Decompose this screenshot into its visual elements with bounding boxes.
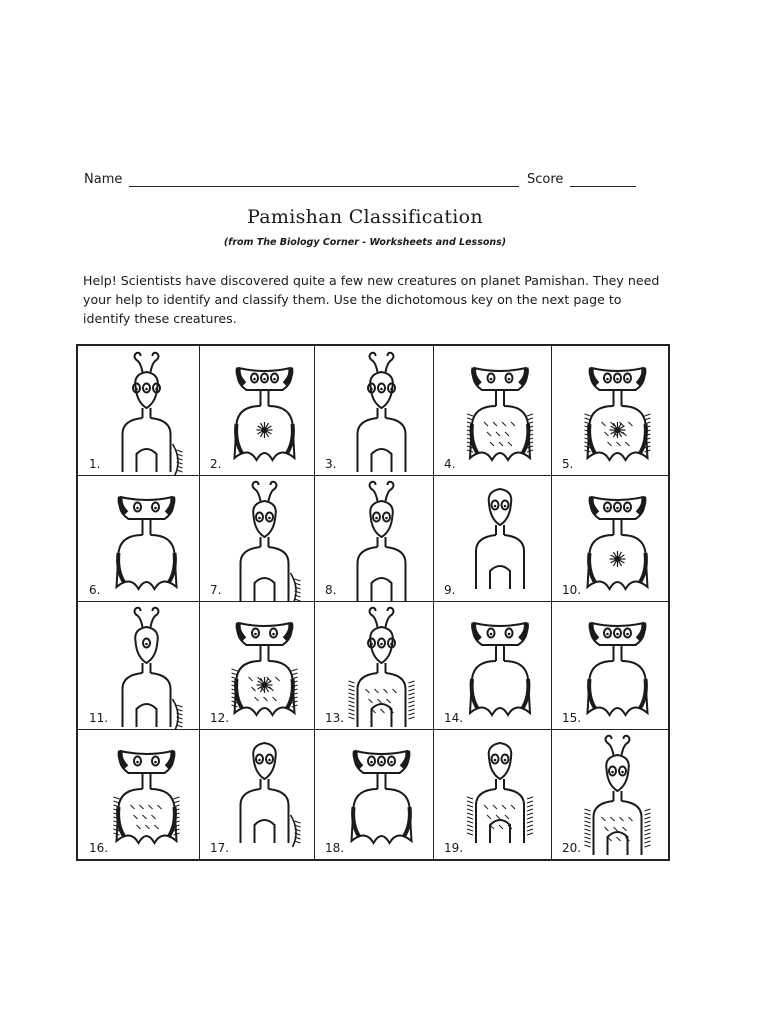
creature-number: 14. [444, 711, 464, 725]
creature-cell [551, 729, 668, 859]
creature-illustration [551, 346, 668, 475]
creature-illustration [199, 601, 314, 729]
creature-cell [314, 729, 433, 859]
creature-illustration [78, 346, 199, 475]
creature-illustration [551, 729, 668, 859]
creature-illustration [78, 601, 199, 729]
creature-cell [78, 601, 199, 729]
name-label: Name [84, 172, 123, 187]
creature-number: 6. [89, 583, 101, 597]
creature-cell [78, 346, 199, 475]
creature-illustration [199, 346, 314, 475]
creature-cell [551, 475, 668, 601]
creature-number: 8. [325, 583, 337, 597]
creature-number: 3. [325, 457, 337, 471]
creature-cell [551, 346, 668, 475]
creature-number: 2. [210, 457, 222, 471]
creature-number: 13. [325, 711, 345, 725]
creature-number: 9. [444, 583, 456, 597]
creature-cell [433, 601, 551, 729]
creature-number: 10. [562, 583, 582, 597]
creature-number: 11. [89, 711, 109, 725]
creature-cell [78, 475, 199, 601]
creature-illustration [78, 729, 199, 859]
creature-illustration [551, 601, 668, 729]
creature-cell [433, 346, 551, 475]
creature-number: 1. [89, 457, 101, 471]
creature-illustration [314, 729, 433, 859]
creature-illustration [433, 346, 551, 475]
creature-cell [433, 729, 551, 859]
score-label: Score [527, 172, 564, 187]
creature-illustration [314, 601, 433, 729]
creature-illustration [433, 601, 551, 729]
creature-illustration [314, 346, 433, 475]
page-subtitle: (from The Biology Corner - Worksheets and Lessons) [223, 237, 507, 248]
creature-illustration [199, 729, 314, 859]
creature-number: 15. [562, 711, 582, 725]
creature-number: 17. [210, 841, 230, 855]
creature-number: 16. [89, 841, 109, 855]
creature-cell [433, 475, 551, 601]
name-score-line [84, 172, 639, 192]
creature-cell [314, 475, 433, 601]
creature-number: 12. [210, 711, 230, 725]
intro-paragraph: Help! Scientists have discovered quite a few new creatures on planet Pamishan. They need your help to identify and classify them. Use the dichotomous key on the next page to identify these creatures. [83, 273, 660, 326]
name-field[interactable] [129, 186, 519, 187]
creature-number: 5. [562, 457, 574, 471]
creature-cell [199, 729, 314, 859]
creature-cell [551, 601, 668, 729]
creature-number: 4. [444, 457, 456, 471]
creature-cell [78, 729, 199, 859]
creature-number: 20. [562, 841, 582, 855]
page-title: Pamishan Classification [247, 206, 483, 228]
creature-grid [76, 344, 670, 861]
score-field[interactable] [570, 186, 636, 187]
creature-cell [199, 601, 314, 729]
creature-number: 18. [325, 841, 345, 855]
creature-number: 7. [210, 583, 222, 597]
creature-cell [314, 601, 433, 729]
creature-number: 19. [444, 841, 464, 855]
creature-illustration [433, 729, 551, 859]
creature-cell [199, 346, 314, 475]
creature-cell [314, 346, 433, 475]
creature-cell [199, 475, 314, 601]
